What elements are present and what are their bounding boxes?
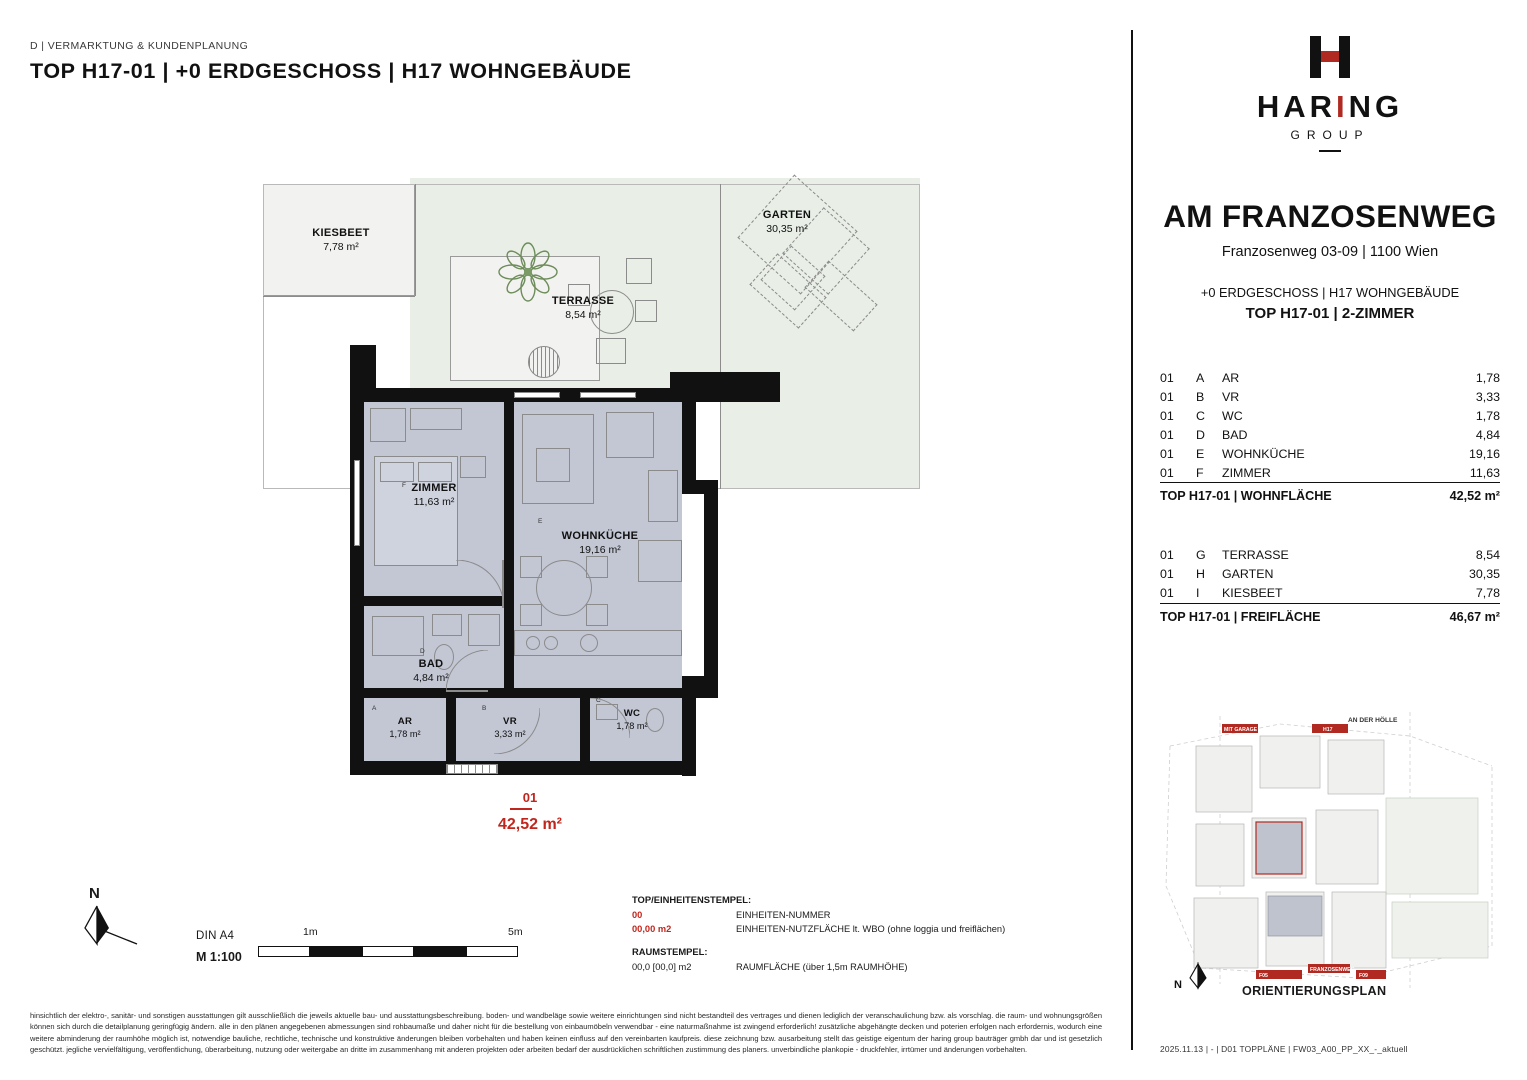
project-address: Franzosenweg 03-09 | 1100 Wien: [1221, 244, 1439, 260]
total-label: TOP H17-01 | WOHNFLÄCHE: [1160, 483, 1412, 506]
compass-icon: [75, 888, 145, 950]
room-label-wc: [594, 708, 670, 731]
room-area: 11,63 m²: [413, 496, 455, 508]
bed-pillow-right: [418, 462, 452, 482]
legend-row: [632, 960, 1102, 974]
project-unit: TOP H17-01 | 2-ZIMMER: [1245, 305, 1415, 322]
outdoor-divider: [415, 184, 416, 296]
row-name: BAD: [1222, 427, 1248, 442]
legend-desc: RAUMFLÄCHE (über 1,5m RAUMHÖHE): [736, 961, 908, 972]
room-tag-a: A: [372, 705, 377, 712]
haring-logo-icon: [1310, 36, 1350, 78]
cooktop-burner-2: [544, 636, 558, 650]
dining-chair-3: [520, 604, 542, 626]
floor-plan: [250, 160, 950, 860]
row-key: G: [1196, 548, 1206, 562]
orientation-plan-label: ORIENTIERUNGSPLAN: [1242, 984, 1387, 998]
orientation-map-icon: [1160, 706, 1502, 996]
room-label-bad: [388, 658, 474, 684]
compass-north-label: N: [89, 885, 100, 902]
table-row: [1160, 425, 1500, 444]
row-value: 3,33: [1475, 389, 1500, 404]
brand-logo: [1160, 36, 1500, 152]
row-key: C: [1196, 408, 1205, 423]
row-name: KIESBEET: [1222, 586, 1283, 600]
scale-tick-5m: 5m: [508, 926, 523, 938]
table-total-row: [1160, 483, 1500, 506]
legend-spacer: [632, 936, 1102, 945]
wall-interior-v3: [504, 596, 514, 696]
svg-text:F05: F05: [1259, 973, 1268, 979]
legal-fineprint: hinsichtlich der elektro-, sanitär- und sonstigen ausstattungen gilt ausschließlich die jeweils aktuelle bau- und ausstattungsbeschreibung. boden- und wandbeläge sowie weitere einrichtungen sind nicht bestandteil des vertrages und dienen lediglich der veranschaulichung bzw. als vorschlag. die raum- und wohnungsgrößen können sich durch die detailplanung geringfügig ändern. alle in den plänen angegebenen abmessungen sind rohbaumaße und daher nicht für die bestellung von einbaumöbeln verwendbar - eine naturmaßnahme ist zwingend erforderlich! zusätzliche abgehängte decken und poterien erfolgen nach erfordernis, wodurch eine weitere abminderung der raumhöhe möglich ist, notwendige bauliche, rechtliche, technische und konstruktive änderungen bleiben vorbehalten und haben keinen einfluss auf den vereinbarten kaufpreis. diese zeichnung bzw. ausarbeitung stellt das geistige eigentum der haring group bauträger gmbh dar und ist gesetzlich geschützt. jegliche vervielfältigung, veröffentlichung, überarbeitung, nutzung oder weitergabe an dritte im zusammenhang mit anderen projekten oder arbeiten bedarf der ausdrücklichen schriftlichen zustimmung des planers. unverbindliche plankopie - druckfehler, irrtümer und änderungen vorbehalten.: [30, 1011, 1102, 1054]
table-row: [1160, 444, 1500, 463]
room-label-kiesbeet: [293, 227, 389, 253]
table-row: [1160, 565, 1500, 584]
row-value: 4,84: [1475, 427, 1500, 442]
legend-room-header: RAUMSTEMPEL:: [632, 946, 708, 958]
row-unit: 01: [1160, 586, 1174, 600]
table-row: [1160, 463, 1500, 483]
svg-text:H17: H17: [1323, 727, 1333, 733]
legend-row: [632, 908, 1102, 922]
document-code: 2025.11.13 | - | D01 TOPPLÄNE | FW03_A00_PP_XX_-_aktuell: [1160, 1044, 1408, 1054]
legend-key: 00,00 m2: [632, 923, 672, 934]
room-label-garten: [737, 209, 837, 235]
wall-bottom: [350, 761, 696, 775]
window-wohnkueche: [514, 392, 560, 398]
room-tag-d: D: [420, 648, 425, 655]
room-label-wohnkueche: [538, 530, 662, 556]
svg-text:F09: F09: [1359, 973, 1368, 979]
brand-name: [1160, 89, 1500, 125]
row-value: 11,63: [1469, 465, 1500, 480]
dining-chair-2: [586, 556, 608, 578]
dining-chair-4: [586, 604, 608, 626]
svg-text:MIT GARAGE: MIT GARAGE: [1224, 727, 1258, 733]
brand-name-part2: I: [1336, 89, 1349, 124]
scale-seg-1: [258, 946, 310, 957]
row-value: 7,78: [1475, 586, 1500, 600]
unit-area-stamp: 42,52 m²: [497, 816, 563, 833]
room-area: 1,78 m²: [389, 729, 421, 739]
row-key: E: [1196, 446, 1205, 461]
svg-text:AN DER HÖLLE: AN DER HÖLLE: [1348, 717, 1398, 724]
bathtub: [372, 616, 424, 656]
paper-size-label: DIN A4: [196, 930, 235, 942]
room-name: KIESBEET: [312, 227, 370, 239]
row-unit: 01: [1160, 408, 1174, 423]
interior-area-table: [1160, 368, 1500, 506]
nightstand: [460, 456, 486, 478]
unit-number-underline: [510, 808, 532, 810]
wall-interior-v1: [446, 688, 456, 762]
terrace-chair-4: [596, 338, 626, 364]
row-name: ZIMMER: [1222, 465, 1271, 480]
room-tag-b: B: [482, 705, 487, 712]
row-name: GARTEN: [1222, 567, 1274, 581]
table-total-row: [1160, 603, 1500, 626]
total-value: 46,67 m²: [1406, 603, 1500, 626]
panel-divider: [1131, 30, 1133, 1050]
table-row: [1160, 584, 1500, 604]
table-row: [1160, 387, 1500, 406]
row-value: 19,16: [1468, 446, 1500, 461]
room-name: VR: [503, 716, 517, 727]
window-zimmer: [354, 460, 360, 546]
room-label-vr: [472, 716, 548, 739]
legend-desc: EINHEITEN-NUMMER: [736, 909, 831, 920]
row-unit: 01: [1160, 370, 1174, 385]
project-title: AM FRANZOSENWEG: [1163, 198, 1497, 234]
room-name: ZIMMER: [411, 482, 457, 494]
row-value: 30,35: [1468, 567, 1500, 581]
desk: [410, 408, 462, 430]
legend-row: [632, 922, 1102, 936]
unit-number-stamp: 01: [522, 790, 538, 805]
door-zimmer: [456, 560, 504, 608]
legend-block: [632, 893, 1102, 974]
page-title: TOP H17-01 | +0 ERDGESCHOSS | H17 WOHNGEBÄUDE: [30, 59, 632, 83]
brand-name-part1: HAR: [1256, 89, 1337, 124]
row-name: TERRASSE: [1222, 548, 1289, 562]
brand-name-part3: NG: [1348, 89, 1404, 124]
terrace-grill: [528, 346, 560, 378]
legend-key: 00,0 [00,0] m2: [632, 961, 692, 972]
scale-seg-5: [466, 946, 518, 957]
coffee-table: [536, 448, 570, 482]
room-tag-f: F: [402, 482, 406, 489]
wall-right-3: [704, 480, 718, 690]
legend-key: 00: [632, 909, 643, 920]
room-tag-c: C: [596, 697, 601, 704]
room-name: WC: [623, 708, 641, 719]
info-panel: [1160, 30, 1500, 626]
row-unit: 01: [1160, 389, 1174, 404]
scale-tick-1m: 1m: [303, 926, 318, 938]
row-name: AR: [1222, 370, 1240, 385]
row-unit: 01: [1160, 567, 1174, 581]
room-name: AR: [397, 716, 413, 727]
row-name: VR: [1222, 389, 1240, 404]
compass-rose: [75, 885, 145, 948]
room-label-zimmer: [384, 482, 484, 508]
brand-subtitle: GROUP: [1290, 128, 1370, 142]
legend-desc: EINHEITEN-NUTZFLÄCHE lt. WBO (ohne loggia und freiflächen): [736, 923, 1006, 934]
room-area: 7,78 m²: [323, 241, 359, 253]
terrace-chair-1: [626, 258, 652, 284]
room-area: 4,84 m²: [413, 672, 449, 684]
cooktop-burner-1: [526, 636, 540, 650]
row-unit: 01: [1160, 446, 1174, 461]
room-area: 30,35 m²: [766, 223, 808, 235]
wall-right: [682, 388, 696, 484]
room-area: 1,78 m²: [616, 721, 648, 731]
room-area: 19,16 m²: [579, 544, 621, 556]
row-key: I: [1196, 586, 1200, 600]
scale-bar: [258, 946, 520, 960]
total-label: TOP H17-01 | FREIFLÄCHE: [1160, 603, 1406, 626]
tv-unit: [648, 470, 678, 522]
outdoor-divider-3: [720, 184, 721, 489]
room-name: TERRASSE: [551, 295, 615, 307]
room-label-terrasse: [528, 295, 638, 321]
room-area: 3,33 m²: [494, 729, 526, 739]
department-label: D | VERMARKTUNG & KUNDENPLANUNG: [30, 40, 249, 52]
dining-chair-1: [520, 556, 542, 578]
orientation-plan: [1160, 706, 1502, 1006]
scale-seg-4: [414, 946, 466, 957]
table-row: [1160, 406, 1500, 425]
washbasin: [432, 614, 462, 636]
room-tag-e: E: [538, 518, 543, 525]
room-name: BAD: [418, 658, 444, 670]
room-area: 8,54 m²: [565, 309, 601, 321]
row-unit: 01: [1160, 465, 1174, 480]
room-name: GARTEN: [762, 209, 812, 221]
room-label-ar: [368, 716, 442, 739]
brand-divider: [1319, 150, 1341, 152]
row-name: WC: [1222, 408, 1243, 423]
row-unit: 01: [1160, 548, 1174, 562]
table-row: [1160, 546, 1500, 565]
svg-text:FRANZOSENWEG: FRANZOSENWEG: [1310, 967, 1355, 973]
row-value: 1,78: [1475, 370, 1500, 385]
wall-interior-v2: [580, 688, 590, 762]
entrance-steps: [446, 764, 498, 774]
svg-text:N: N: [1174, 979, 1182, 991]
row-key: B: [1196, 389, 1205, 404]
exterior-area-table: [1160, 546, 1500, 627]
wardrobe: [370, 408, 406, 442]
outdoor-divider-2: [263, 296, 415, 297]
armchair: [606, 412, 654, 458]
scale-seg-2: [310, 946, 362, 957]
total-value: 42,52 m²: [1412, 483, 1500, 506]
row-value: 8,54: [1475, 548, 1500, 562]
row-unit: 01: [1160, 427, 1174, 442]
legend-top-header: TOP/EINHEITENSTEMPEL:: [632, 894, 752, 905]
wall-left: [350, 345, 364, 775]
row-value: 1,78: [1475, 408, 1500, 423]
terrace-chair-3: [635, 300, 657, 322]
table-row: [1160, 368, 1500, 387]
row-key: F: [1196, 465, 1204, 480]
dining-table: [536, 560, 592, 616]
row-key: H: [1196, 567, 1205, 581]
scale-seg-3: [362, 946, 414, 957]
scale-label: M 1:100: [196, 950, 242, 964]
window-terrace-door: [580, 392, 636, 398]
project-floor: +0 ERDGESCHOSS | H17 WOHNGEBÄUDE: [1200, 285, 1460, 300]
row-name: WOHNKÜCHE: [1222, 446, 1305, 461]
washing-machine: [468, 614, 500, 646]
row-key: A: [1196, 370, 1205, 385]
sink: [580, 634, 598, 652]
room-name: WOHNKÜCHE: [561, 530, 639, 542]
bed-pillow-left: [380, 462, 414, 482]
row-key: D: [1196, 427, 1205, 442]
wall-interior-h2: [364, 688, 718, 698]
